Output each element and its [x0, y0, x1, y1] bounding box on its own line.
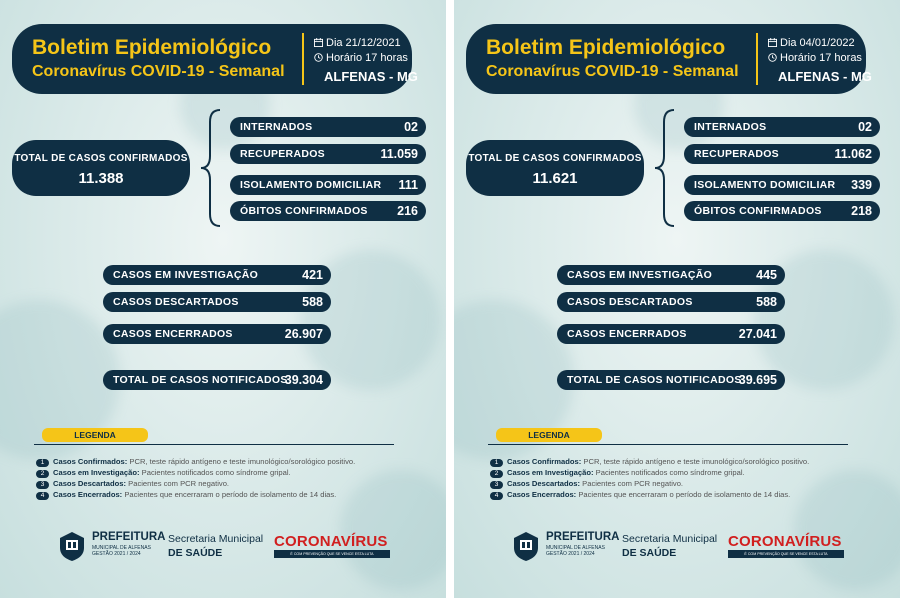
legend-desc: Pacientes com PCR negativo. [128, 479, 230, 488]
legend-number: 2 [36, 470, 49, 478]
legend-number: 3 [490, 481, 503, 489]
stat-isolamento [230, 175, 426, 195]
case-investigacao [557, 265, 785, 285]
stat-value: 111 [398, 178, 418, 192]
stat-internados [684, 117, 880, 137]
footer-logos [56, 530, 396, 562]
case-value: 27.041 [738, 327, 777, 341]
bulletin-header [12, 24, 418, 94]
total-confirmed-value: 11.621 [532, 170, 578, 187]
case-value: 39.304 [284, 373, 323, 387]
total-confirmed-card [12, 140, 190, 196]
coronavirus-logo: CORONAVÍRUS [728, 533, 842, 550]
prefeitura-subtitle [546, 545, 605, 557]
legend-term: Casos Encerrados: [53, 490, 123, 499]
case-notificados [103, 370, 331, 390]
bulletin-date [314, 37, 401, 49]
case-label: TOTAL DE CASOS NOTIFICADOS [567, 374, 742, 386]
prefeitura-title: PREFEITURA [92, 531, 166, 543]
bulletin-panel-2 [454, 0, 900, 598]
legend-desc: Pacientes que encerraram o período de isolamento de 14 dias. [578, 490, 791, 499]
calendar-icon [768, 38, 777, 47]
stat-label: ISOLAMENTO DOMICILIAR [240, 179, 382, 191]
bulletin-subtitle: Coronavírus COVID-19 - Semanal [486, 63, 739, 80]
stat-isolamento [684, 175, 880, 195]
gestao-text: GESTÃO 2021 / 2024 [92, 551, 141, 557]
case-value: 445 [756, 268, 777, 282]
bulletin-date [768, 37, 855, 49]
case-descartados [103, 292, 331, 312]
time-text: Horário 17 horas [780, 52, 862, 64]
bulletin-city: ALFENAS - MG [778, 69, 872, 84]
legend-title: LEGENDA [42, 428, 148, 442]
legend-divider [488, 444, 848, 445]
prefeitura-title: PREFEITURA [546, 531, 620, 543]
legend-number: 3 [36, 481, 49, 489]
municipio-text: MUNICIPAL DE ALFENAS [92, 545, 151, 551]
legend-term: Casos Descartados: [507, 479, 581, 488]
case-label: CASOS EM INVESTIGAÇÃO [113, 269, 259, 281]
case-value: 588 [756, 295, 777, 309]
case-notificados [557, 370, 785, 390]
stat-label: INTERNADOS [240, 121, 313, 133]
stat-value: 11.059 [380, 147, 418, 161]
total-confirmed-card [466, 140, 644, 196]
footer-logos [510, 530, 850, 562]
stat-value: 339 [851, 178, 872, 192]
date-text: Dia 21/12/2021 [326, 37, 401, 49]
legend-item [490, 479, 683, 489]
secretaria-line1: Secretaria Municipal [168, 533, 264, 545]
case-label: CASOS DESCARTADOS [567, 296, 693, 308]
stat-label: RECUPERADOS [240, 148, 325, 160]
clock-icon [314, 53, 323, 62]
prefeitura-subtitle [92, 545, 151, 557]
legend-desc: Pacientes que encerraram o período de isolamento de 14 dias. [124, 490, 337, 499]
time-text: Horário 17 horas [326, 52, 408, 64]
legend-desc: Pacientes notificados como síndrome gripal. [141, 468, 291, 477]
legend-term: Casos Confirmados: [507, 457, 582, 466]
case-label: CASOS ENCERRADOS [567, 328, 687, 340]
case-descartados [557, 292, 785, 312]
stat-label: ÓBITOS CONFIRMADOS [694, 205, 822, 217]
coronavirus-slogan: É COM PREVENÇÃO QUE SE VENCE ESTA LUTA [728, 550, 844, 558]
brace-icon [198, 108, 222, 228]
legend-term: Casos Descartados: [53, 479, 127, 488]
stat-recuperados [230, 144, 426, 164]
legend-number: 4 [490, 492, 503, 500]
legend-desc: Pacientes notificados como síndrome gripal. [595, 468, 745, 477]
date-text: Dia 04/01/2022 [780, 37, 855, 49]
stat-label: ISOLAMENTO DOMICILIAR [694, 179, 836, 191]
legend-item [490, 490, 790, 500]
bulletin-title: Boletim Epidemiológico [32, 36, 272, 59]
secretaria-line2: DE SAÚDE [622, 547, 677, 559]
legend-item [490, 468, 745, 478]
legend-number: 2 [490, 470, 503, 478]
coronavirus-slogan: É COM PREVENÇÃO QUE SE VENCE ESTA LUTA [274, 550, 390, 558]
case-encerrados [557, 324, 785, 344]
stat-obitos [684, 201, 880, 221]
clock-icon [768, 53, 777, 62]
legend-desc: PCR, teste rápido antígeno e teste imunológico/sorológico positivo. [129, 457, 356, 466]
case-value: 421 [302, 268, 323, 282]
city-crest-icon [56, 530, 88, 562]
header-divider [302, 33, 304, 85]
legend-item [36, 490, 336, 500]
municipio-text: MUNICIPAL DE ALFENAS [546, 545, 605, 551]
stat-recuperados [684, 144, 880, 164]
case-label: CASOS EM INVESTIGAÇÃO [567, 269, 713, 281]
bulletin-city: ALFENAS - MG [324, 69, 418, 84]
legend-number: 4 [36, 492, 49, 500]
legend-term: Casos em Investigação: [53, 468, 140, 477]
legend-title: LEGENDA [496, 428, 602, 442]
case-investigacao [103, 265, 331, 285]
stat-value: 02 [404, 120, 418, 134]
legend-term: Casos Confirmados: [53, 457, 128, 466]
case-label: TOTAL DE CASOS NOTIFICADOS [113, 374, 288, 386]
stat-label: RECUPERADOS [694, 148, 779, 160]
bulletin-time [314, 52, 408, 64]
total-confirmed-label: TOTAL DE CASOS CONFIRMADOS [14, 153, 188, 164]
stat-value: 11.062 [834, 147, 872, 161]
calendar-icon [314, 38, 323, 47]
legend-item [36, 468, 291, 478]
header-divider [756, 33, 758, 85]
case-encerrados [103, 324, 331, 344]
legend-item [36, 457, 355, 467]
bulletin-panel-1 [0, 0, 446, 598]
total-confirmed-value: 11.388 [78, 170, 124, 187]
case-label: CASOS ENCERRADOS [113, 328, 233, 340]
gestao-text: GESTÃO 2021 / 2024 [546, 551, 595, 557]
legend-desc: PCR, teste rápido antígeno e teste imunológico/sorológico positivo. [583, 457, 810, 466]
bulletin-header [466, 24, 872, 94]
stat-value: 216 [397, 204, 418, 218]
legend-term: Casos Encerrados: [507, 490, 577, 499]
stat-value: 218 [851, 204, 872, 218]
stat-internados [230, 117, 426, 137]
bulletin-time [768, 52, 862, 64]
legend-divider [34, 444, 394, 445]
legend-item [490, 457, 809, 467]
legend-number: 1 [36, 459, 49, 467]
legend-item [36, 479, 229, 489]
bulletin-title: Boletim Epidemiológico [486, 36, 726, 59]
secretaria-line2: DE SAÚDE [168, 547, 223, 559]
stat-obitos [230, 201, 426, 221]
case-value: 26.907 [284, 327, 323, 341]
stat-label: ÓBITOS CONFIRMADOS [240, 205, 368, 217]
legend-number: 1 [490, 459, 503, 467]
case-value: 588 [302, 295, 323, 309]
stat-value: 02 [858, 120, 872, 134]
bulletin-subtitle: Coronavírus COVID-19 - Semanal [32, 63, 285, 80]
case-value: 39.695 [738, 373, 777, 387]
city-crest-icon [510, 530, 542, 562]
stat-label: INTERNADOS [694, 121, 767, 133]
legend-term: Casos em Investigação: [507, 468, 594, 477]
legend-desc: Pacientes com PCR negativo. [582, 479, 684, 488]
total-confirmed-label: TOTAL DE CASOS CONFIRMADOS [468, 153, 642, 164]
brace-icon [652, 108, 676, 228]
case-label: CASOS DESCARTADOS [113, 296, 239, 308]
secretaria-line1: Secretaria Municipal [622, 533, 718, 545]
coronavirus-logo: CORONAVÍRUS [274, 533, 388, 550]
